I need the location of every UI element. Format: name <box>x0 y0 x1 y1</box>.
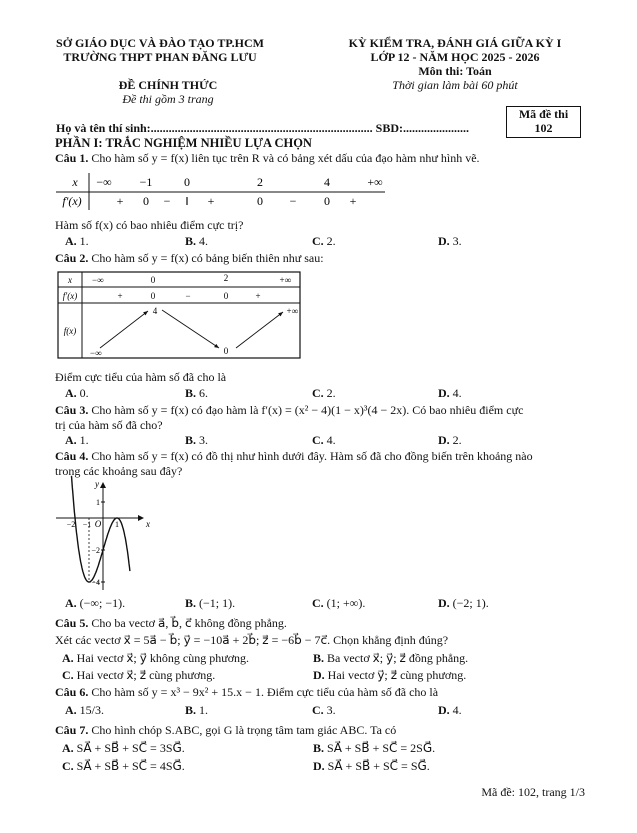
option-A: A. SA⃗ + SB⃗ + SC⃗ = 3SG⃗. <box>62 741 185 755</box>
exam-code-value: 102 <box>534 121 553 135</box>
fprime-label: f′(x) <box>62 291 78 301</box>
option-D: D. 3. <box>438 234 462 248</box>
q5-body: Cho ba vectơ a⃗, b⃗, c⃗ không đồng phẳng. <box>91 616 287 630</box>
x-tick: 1 <box>115 520 119 529</box>
y-tick: −4 <box>91 578 100 587</box>
option-B: B. (−1; 1). <box>185 596 236 610</box>
option-B: B. 1. <box>185 703 209 717</box>
option-B: B. SA⃗ + SB⃗ + SC⃗ = 2SG⃗. <box>313 741 436 755</box>
option-D: D. 4. <box>438 386 462 400</box>
f-value: 0 <box>223 346 229 356</box>
section-title: PHẦN I: TRẮC NGHIỆM NHIỀU LỰA CHỌN <box>55 136 312 150</box>
q2-text <box>55 251 324 265</box>
option-B: B. Ba vectơ x⃗; y⃗; z⃗ đồng phẳng. <box>313 651 469 665</box>
pages-note: Đề thi gồm 3 trang <box>122 92 214 106</box>
sign-value: 0 <box>223 291 229 301</box>
option-C: C. 3. <box>312 703 336 717</box>
q7-body: Cho hình chóp S.ABC, gọi G là trọng tâm tam giác ABC. Ta có <box>91 723 397 737</box>
sign-value: 0 <box>143 194 149 208</box>
x-value: 2 <box>257 175 263 189</box>
q4-body: Cho hàm số y = f(x) có đồ thị như hình dưới đây. Hàm số đã cho đồng biến trên khoảng nào <box>91 449 533 463</box>
x-arrow-icon <box>138 515 144 521</box>
x-value: 2 <box>223 273 229 283</box>
q2-body: Cho hàm số y = f(x) có bảng biến thiên như sau: <box>91 251 324 265</box>
y-arrow-icon <box>100 482 106 488</box>
x-value: −1 <box>139 175 153 189</box>
q3-body: Cho hàm số y = f(x) có đạo hàm là f′(x) = (x² − 4)(1 − x)³(4 − 2x). Có bao nhiêu điểm cực <box>91 403 524 417</box>
sign-value: + <box>117 291 123 301</box>
option-D: D. (−2; 1). <box>438 596 489 610</box>
f-value: +∞ <box>286 306 298 316</box>
x-tick: −2 <box>66 520 76 529</box>
sign-value: 0 <box>324 194 330 208</box>
sign-value: − <box>163 194 171 208</box>
option-B: B. 3. <box>185 433 209 447</box>
q2-question: Điểm cực tiểu của hàm số đã cho là <box>55 370 227 384</box>
table-border <box>58 272 300 358</box>
sign-value: 0 <box>257 194 263 208</box>
x-tick: −1 <box>82 520 92 529</box>
exam-title: KỲ KIỂM TRA, ĐÁNH GIÁ GIỮA KỲ I <box>348 36 562 50</box>
q4-text <box>55 449 533 463</box>
x-label: x <box>72 175 78 189</box>
q1-label: Câu 1. <box>55 151 89 165</box>
sign-value: − <box>289 194 297 208</box>
fprime-label: f′(x) <box>62 194 82 208</box>
option-C: C. SA⃗ + SB⃗ + SC⃗ = 4SG⃗. <box>62 759 185 773</box>
option-A: A. (−∞; −1). <box>65 596 126 610</box>
q3-text <box>55 403 523 417</box>
arrow-line <box>162 310 219 348</box>
official-label: ĐỀ CHÍNH THỨC <box>118 78 218 92</box>
option-B: B. 6. <box>185 386 209 400</box>
y-axis-label: y <box>95 479 99 489</box>
x-value: +∞ <box>367 175 383 189</box>
x-value: 4 <box>324 175 330 189</box>
sign-value: + <box>207 194 215 208</box>
f-value: −∞ <box>90 348 102 358</box>
option-C: C. 2. <box>312 386 336 400</box>
arrow-head <box>278 312 283 316</box>
q3-text2: trị của hàm số đã cho? <box>55 418 163 432</box>
q7-label: Câu 7. <box>55 723 89 737</box>
option-C: C. 2. <box>312 234 336 248</box>
q3-label: Câu 3. <box>55 403 89 417</box>
option-A: A. 1. <box>65 433 89 447</box>
option-D: D. 2. <box>438 433 462 447</box>
q2-label: Câu 2. <box>55 251 89 265</box>
arrow-head <box>143 311 148 315</box>
sign-value: + <box>349 194 357 208</box>
q1-question: Hàm số f(x) có bao nhiêu điểm cực trị? <box>55 218 244 232</box>
y-tick: 1 <box>96 498 100 507</box>
option-C: C. (1; +∞). <box>312 596 366 610</box>
exam-year: LỚP 12 - NĂM HỌC 2025 - 2026 <box>370 50 540 64</box>
exam-code-label: Mã đề thi <box>518 107 569 121</box>
sign-value: + <box>255 291 261 301</box>
q1-body: Cho hàm số y = f(x) liên tục trên R và có bảng xét dấu của đạo hàm như hình vẽ. <box>91 151 480 165</box>
q7-text <box>55 723 396 737</box>
option-A: A. 0. <box>65 386 89 400</box>
x-value: −∞ <box>92 275 104 285</box>
x-value: 0 <box>184 175 190 189</box>
y-tick: −2 <box>91 546 100 555</box>
x-label: x <box>68 275 72 285</box>
school-name: TRƯỜNG THPT PHAN ĐĂNG LƯU <box>63 50 257 64</box>
option-A: A. 1. <box>65 234 89 248</box>
arrow-line <box>236 312 283 348</box>
q6-text <box>55 685 438 699</box>
q5-label: Câu 5. <box>55 616 89 630</box>
exam-code-box <box>506 106 581 138</box>
origin-label: O <box>94 519 102 529</box>
option-D: D. 4. <box>438 703 462 717</box>
exam-time: Thời gian làm bài 60 phút <box>392 78 518 92</box>
option-A: A. 15/3. <box>65 703 105 717</box>
arrow-line <box>100 311 148 348</box>
option-D: D. Hai vectơ y⃗; z⃗ cùng phương. <box>313 668 467 682</box>
f-label: f(x) <box>63 326 77 336</box>
sign-value: − <box>185 291 191 301</box>
option-C: C. Hai vectơ x⃗; z⃗ cùng phương. <box>62 668 216 682</box>
q5-text2: Xét các vectơ x⃗ = 5a⃗ − b⃗; y⃗ = −10a⃗ + 2b⃗; z⃗ = −6b⃗ − 7c⃗. Chọn khẳng định đúng? <box>55 633 449 647</box>
dept-name: SỞ GIÁO DỤC VÀ ĐÀO TẠO TP.HCM <box>56 36 264 50</box>
q4-text2: trong các khoảng sau đây? <box>55 464 183 478</box>
sign-value: + <box>116 194 124 208</box>
q6-body: Cho hàm số y = x³ − 9x² + 15.x − 1. Điểm cực tiểu của hàm số đã cho là <box>91 685 439 699</box>
sign-value: ‖ <box>185 194 189 208</box>
q6-label: Câu 6. <box>55 685 89 699</box>
student-info-line: Họ và tên thí sinh:.......................................................................... SBD:...................... <box>56 121 470 135</box>
f-value: 4 <box>152 306 158 316</box>
q1-text <box>55 151 480 165</box>
option-B: B. 4. <box>185 234 209 248</box>
sign-value: 0 <box>150 291 156 301</box>
x-value: +∞ <box>279 275 291 285</box>
q5-text <box>55 616 287 630</box>
arrow-head <box>214 344 219 348</box>
option-D: D. SA⃗ + SB⃗ + SC⃗ = SG⃗. <box>313 759 430 773</box>
function-curve <box>72 476 130 582</box>
option-C: C. 4. <box>312 433 336 447</box>
x-value: −∞ <box>96 175 112 189</box>
page-footer: Mã đề: 102, trang 1/3 <box>481 785 585 799</box>
option-A: A. Hai vectơ x⃗; y⃗ không cùng phương. <box>62 651 250 665</box>
x-axis-label: x <box>146 519 150 529</box>
q4-label: Câu 4. <box>55 449 89 463</box>
x-value: 0 <box>150 275 156 285</box>
exam-subject: Môn thi: Toán <box>418 64 492 78</box>
